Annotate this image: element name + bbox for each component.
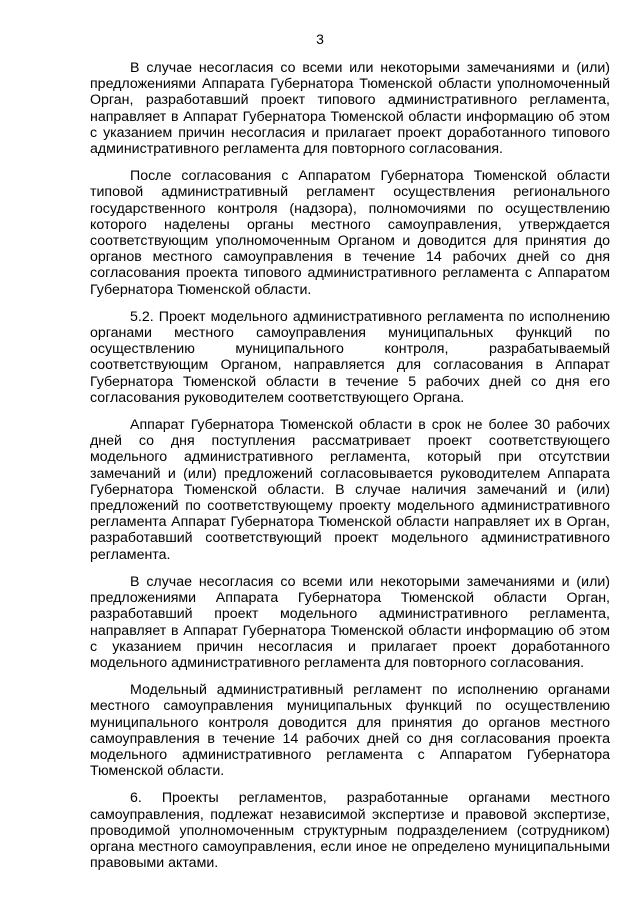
paragraph-disagreement-typical: В случае несогласия со всеми или некоторыми замечаниями и (или) предложениями Аппарата Губернатора Тюменской области уполномоченный Орган, разработавший проект типового административного регламента, направляет в Аппарат Губернатора Тюменской области информацию об этом с указанием причин несогласия и прилагает проект доработанного типового административного регламента для повторного согласования. (90, 60, 610, 158)
paragraph-5-2-model-draft: 5.2. Проект модельного административного регламента по исполнению органами местного самоуправления муниципальных функций по осуществлению муниципального контроля, разрабатываемый соответствующим Органом, направляется для согласования в Аппарат Губернатора Тюменской области в течение 5 рабочих дней со дня его согласования руководителем соответствующего Органа. (90, 308, 610, 406)
paragraph-6-expertise: 6. Проекты регламентов, разработанные органами местного самоуправления, подлежат независимой экспертизе и правовой экспертизе, проводимой уполномоченным структурным подразделением (сотрудником) органа местного самоуправления, если иное не определено муниципальными правовыми актами. (90, 790, 610, 872)
document-body (90, 60, 610, 882)
page-number: 3 (316, 31, 324, 47)
paragraph-approval-typical: После согласования с Аппаратом Губернатора Тюменской области типовой административный регламент осуществления регионального государственного контроля (надзора), полномочиями по осуществлению которого наделены органы местного самоуправления, утверждается соответствующим уполномоченным Органом и доводится для принятия до органов местного самоуправления в течение 14 рабочих дней со дня согласования проекта типового административного регламента с Аппаратом Губернатора Тюменской области. (90, 168, 610, 298)
paragraph-review-model: Аппарат Губернатора Тюменской области в срок не более 30 рабочих дней со дня поступления рассматривает проект соответствующего модельного административного регламента, который при отсутствии замечаний и (или) предложений согласовывается руководителем Аппарата Губернатора Тюменской области. В случае наличия замечаний и (или) предложений по соответствующему проекту модельного административного регламента Аппарат Губернатора Тюменской области направляет их в Орган, разработавший соответствующий проект модельного административного регламента. (90, 417, 610, 563)
paragraph-model-regulation-delivery: Модельный административный регламент по исполнению органами местного самоуправления муниципальных функций по осуществлению муниципального контроля доводится для принятия до органов местного самоуправления в течение 14 рабочих дней со дня согласования проекта модельного административного регламента с Аппаратом Губернатора Тюменской области. (90, 682, 610, 780)
paragraph-disagreement-model: В случае несогласия со всеми или некоторыми замечаниями и (или) предложениями Аппарата Губернатора Тюменской области Орган, разработавший проект модельного административного регламента, направляет в Аппарат Губернатора Тюменской области информацию об этом с указанием причин несогласия и прилагает проект доработанного модельного административного регламента для повторного согласования. (90, 573, 610, 671)
